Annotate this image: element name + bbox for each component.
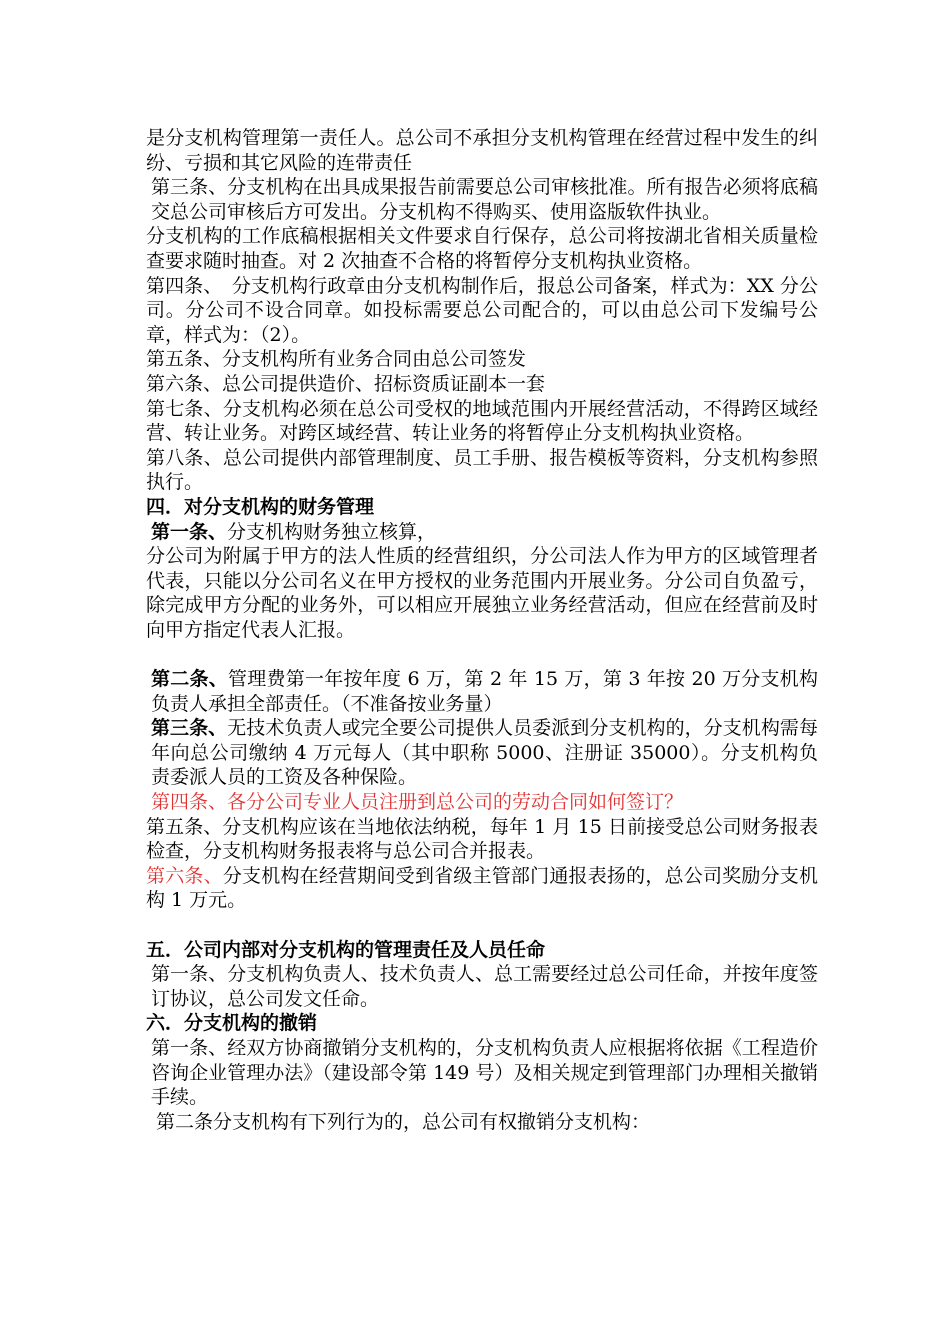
article-label: 第六条、 [146, 864, 223, 887]
article-3-report-approval: 第三条、分支机构在出具成果报告前需要总公司审核批准。所有报告必须将底稿交总公司审核后方可发出。分支机构不得购买、使用盗版软件执业。 [151, 176, 818, 223]
section-4-article-5: 第五条、分支机构应该在当地依法纳税，每年 1 月 15 日前接受总公司财务报表检查，分支机构财务报表将与总公司合并报表。 [146, 815, 818, 863]
section-4-article-2 [146, 667, 818, 716]
article-text: 管理费第一年按年度 6 万，第 2 年 15 万，第 3 年按 20 万分支机构负责人承担全部责任。（不准备按业务量） [151, 668, 818, 715]
section-4-article-6 [146, 864, 818, 913]
document-page [146, 126, 818, 1134]
section-6-heading: 六．分支机构的撤销 [146, 1012, 318, 1035]
article-7-territory: 第七条、分支机构必须在总公司受权的地域范围内开展经营活动，不得跨区域经营、转让业务。对跨区域经营、转让业务的将暂停止分支机构执业资格。 [146, 397, 818, 445]
article-text: 分支机构财务独立核算， [227, 520, 437, 543]
blank-line [146, 913, 818, 938]
section-5-article-1: 第一条、分支机构负责人、技术负责人、总工需要经过总公司任命，并按年度签订协议，总公司发文任命。 [151, 963, 818, 1010]
section-6-article-1: 第一条、经双方协商撤销分支机构的，分支机构负责人应根据将依据《工程造价咨询企业管理办法》（建设部令第 149 号）及相关规定到管理部门办理相关撤销手续。 [151, 1036, 818, 1109]
article-4-seal: 第四条、 分支机构行政章由分支机构制作后，报总公司备案，样式为：XX 分公司。分公司不设合同章。如投标需要总公司配合的，可以由总公司下发编号公章，样式为：（2）。 [146, 274, 818, 346]
paragraph-responsibility: 是分支机构管理第一责任人。总公司不承担分支机构管理在经营过程中发生的纠纷、亏损和其它风险的连带责任 [146, 127, 818, 174]
section-4-heading: 四．对分支机构的财务管理 [146, 495, 375, 518]
section-4-article-1 [146, 520, 818, 545]
article-label: 第三条、 [151, 717, 228, 740]
article-label: 第一条、 [151, 520, 228, 543]
article-label: 第二条、 [151, 668, 228, 691]
section-4-article-4: 第四条、各分公司专业人员注册到总公司的劳动合同如何签订？ [151, 791, 684, 814]
article-8-materials: 第八条、总公司提供内部管理制度、员工手册、报告模板等资料，分支机构参照执行。 [146, 446, 818, 494]
article-text: 无技术负责人或完全要公司提供人员委派到分支机构的，分支机构需每年向总公司缴纳 4 万元每人（其中职称 5000、注册证 35000）。分支机构负责委派人员的工资及各种保险。 [151, 717, 818, 789]
article-6-certificates: 第六条、总公司提供造价、招标资质证副本一套 [146, 372, 546, 395]
paragraph-branch-nature: 分公司为附属于甲方的法人性质的经营组织，分公司法人作为甲方的区域管理者代表，只能以分公司名义在甲方授权的业务范围内开展业务。分公司自负盈亏，除完成甲方分配的业务外，可以相应开展独立业务经营活动，但应在经营前及时向甲方指定代表人汇报。 [146, 545, 818, 641]
article-text: 分支机构在经营期间受到省级主管部门通报表扬的，总公司奖励分支机构 1 万元。 [146, 864, 818, 912]
article-5-contracts: 第五条、分支机构所有业务合同由总公司签发 [146, 348, 527, 371]
paragraph-working-papers: 分支机构的工作底稿根据相关文件要求自行保存，总公司将按湖北省相关质量检查要求随时抽查。对 2 次抽查不合格的将暂停分支机构执业资格。 [146, 225, 818, 272]
blank-line [146, 642, 818, 667]
section-4-article-3 [146, 716, 818, 790]
section-5-heading: 五．公司内部对分支机构的管理责任及人员任命 [146, 938, 546, 961]
section-6-article-2: 第二条分支机构有下列行为的，总公司有权撤销分支机构： [156, 1110, 651, 1133]
